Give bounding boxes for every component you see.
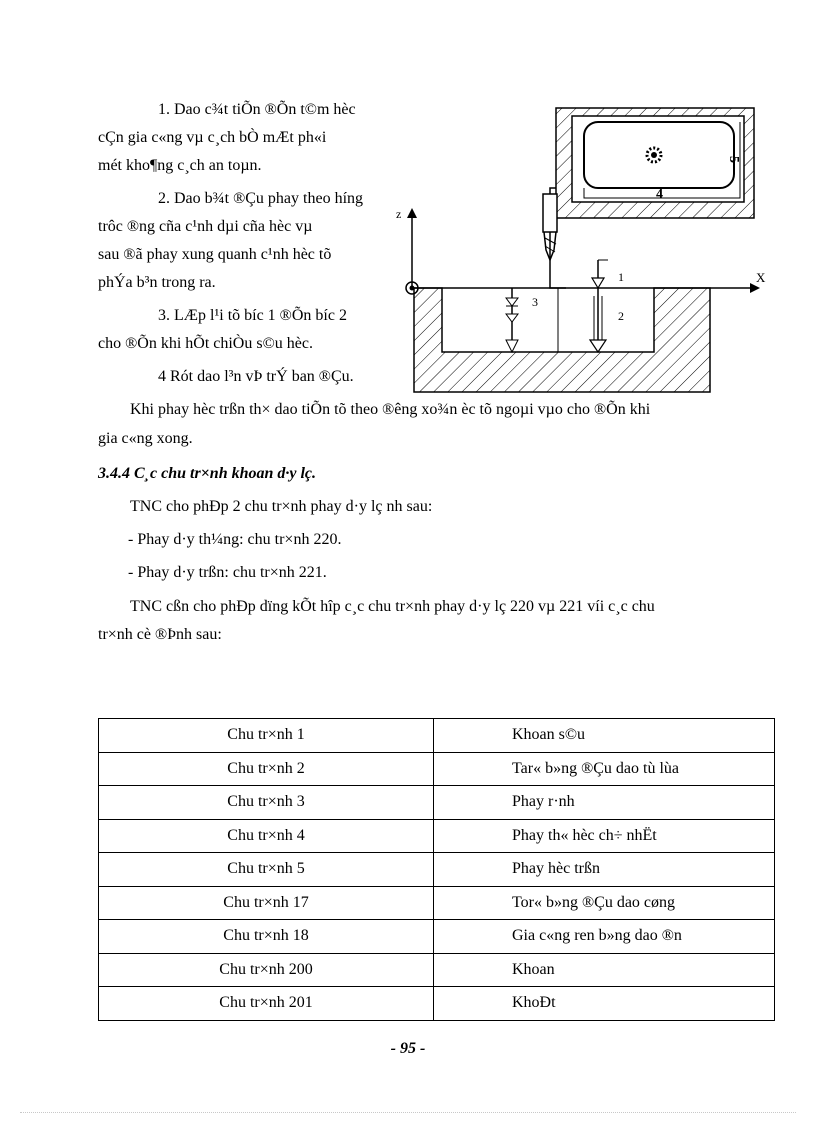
step-1-line-3: mét kho¶ng c¸ch an toµn.	[98, 157, 262, 174]
section-heading: 3.4.4 C¸c chu tr×nh khoan d·y lç.	[98, 465, 317, 482]
arrow-1	[592, 260, 608, 288]
paragraph-final-line-2: tr×nh cè ®Þnh sau:	[98, 626, 222, 643]
bullet-2: - Phay d·y trßn: chu tr×nh 221.	[128, 564, 327, 581]
cycle-name: Chu tr×nh 1	[99, 719, 434, 753]
cycle-name: Chu tr×nh 4	[99, 819, 434, 853]
table-row	[99, 987, 775, 1021]
intro-text: TNC cho phÐp 2 chu tr×nh phay d·y lç nh sau:	[130, 498, 433, 515]
paragraph-final-line-1: TNC cßn cho phÐp dïng kÕt hîp c¸c chu tr×nh phay d·y lç 220 vµ 221 víi c¸c chu	[130, 598, 655, 615]
cycle-name: Chu tr×nh 2	[99, 752, 434, 786]
table-row	[99, 886, 775, 920]
label-5: 5	[726, 156, 741, 163]
step-2-line-2: trôc ®ng cña c¹nh dµi cña hèc vµ	[98, 218, 313, 235]
table-row	[99, 853, 775, 887]
cycle-description: Tor« b»ng ®Çu dao cøng	[434, 886, 775, 920]
table-row	[99, 819, 775, 853]
cycle-description: Khoan s©u	[434, 719, 775, 753]
pocket-milling-diagram	[396, 100, 770, 400]
label-1: 1	[618, 270, 624, 284]
step-3-line-2: cho ®Õn khi hÕt chiÒu s©u hèc.	[98, 335, 313, 352]
top-view-pocket	[556, 108, 754, 218]
step-2-line-3: sau ®ã phay xung quanh c¹nh hèc tõ	[98, 246, 332, 263]
cycle-table	[98, 718, 775, 1021]
part-section	[414, 288, 710, 392]
table-row	[99, 920, 775, 954]
cycle-name: Chu tr×nh 5	[99, 853, 434, 887]
step-4-line-1: 4 Rót dao l³n vÞ trÝ ban ®Çu.	[158, 368, 354, 385]
table-row	[99, 786, 775, 820]
axis-z-label: z	[396, 207, 402, 221]
cycle-description: Gia c«ng ren b»ng dao ®n	[434, 920, 775, 954]
arrow-2	[590, 288, 606, 352]
cycle-description: Phay th« hèc ch÷ nhËt	[434, 819, 775, 853]
table-row	[99, 719, 775, 753]
cycle-name: Chu tr×nh 3	[99, 786, 434, 820]
paragraph-after-line-2: gia c«ng xong.	[98, 430, 193, 447]
cycle-name: Chu tr×nh 201	[99, 987, 434, 1021]
cycle-name: Chu tr×nh 18	[99, 920, 434, 954]
step-3-line-1: 3. LÆp l¹i tõ bíc 1 ®Õn bíc 2	[158, 307, 347, 324]
cycle-description: Khoan	[434, 953, 775, 987]
label-4: 4	[656, 187, 663, 202]
paragraph-after-line-1: Khi phay hèc trßn th× dao tiÕn tõ theo ®êng xo¾n èc tõ ngoµi vµo cho ®Õn khi	[130, 401, 651, 418]
label-3: 3	[532, 295, 538, 309]
step-1-line-1: 1. Dao c¾t tiÕn ®Õn t©m hèc	[158, 101, 356, 118]
table-row	[99, 752, 775, 786]
page-number: - 95 -	[390, 1040, 426, 1057]
cycle-name: Chu tr×nh 17	[99, 886, 434, 920]
step-2-line-4: phÝa b³n trong ra.	[98, 274, 216, 291]
step-2-line-1: 2. Dao b¾t ®Çu phay theo híng	[158, 190, 364, 207]
axis-x-label: X	[756, 270, 766, 285]
label-2: 2	[618, 309, 624, 323]
arrow-3	[506, 288, 518, 352]
step-1-line-2: cÇn gia c«ng vµ c¸ch bÒ mÆt ph«i	[98, 129, 327, 146]
cycle-description: Phay hèc trßn	[434, 853, 775, 887]
bullet-1: - Phay d·y th¼ng: chu tr×nh 220.	[128, 531, 342, 548]
axes	[406, 208, 760, 294]
cycle-description: KhoÐt	[434, 987, 775, 1021]
cycle-description: Tar« b»ng ®Çu dao tù lùa	[434, 752, 775, 786]
cycle-description: Phay r·nh	[434, 786, 775, 820]
table-row	[99, 953, 775, 987]
cycle-name: Chu tr×nh 200	[99, 953, 434, 987]
page-bottom-divider	[20, 1112, 796, 1113]
